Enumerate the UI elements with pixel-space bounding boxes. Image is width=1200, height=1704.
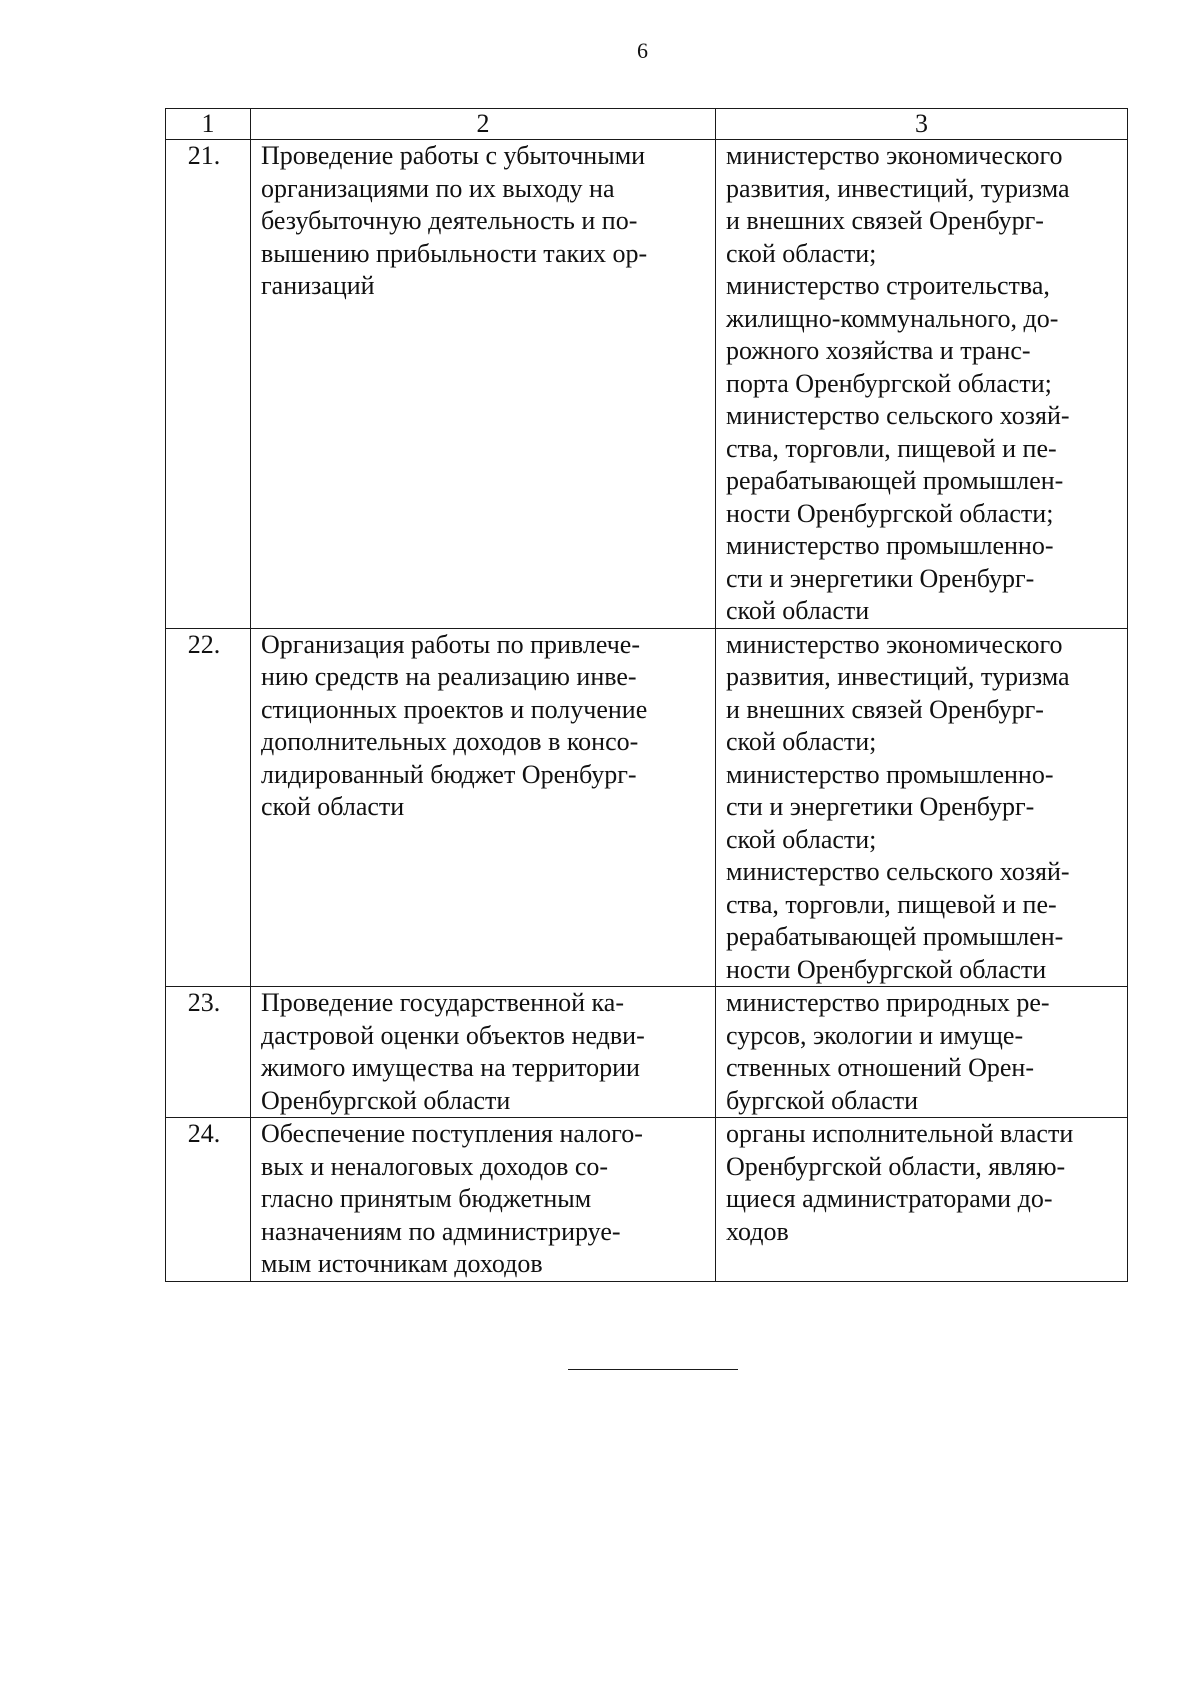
responsible-text-line: ства, торговли, пищевой и пе- [726, 889, 1057, 919]
document-table [165, 108, 1128, 1282]
activity-text-line: Проведение работы с убыточными [261, 141, 646, 170]
activity-text-line: ганизаций [261, 271, 375, 300]
row-number: 24. [166, 1118, 251, 1282]
responsible-text-line: ходов [726, 1216, 789, 1246]
activity-text-line: вышению прибыльности таких ор- [261, 238, 648, 268]
activity-text-line: Оренбургской области [261, 1085, 511, 1115]
responsible-text-line: министерство промышленно- [726, 531, 1054, 560]
activity-text-line: Организация работы по привлече- [261, 629, 640, 659]
column-header-activity: 2 [251, 109, 716, 140]
responsible-text-line: министерство промышленно- [726, 759, 1054, 789]
activity-text-line: гласно принятым бюджетным [261, 1184, 592, 1213]
activity-text-line: назначениям по администрируе- [261, 1216, 621, 1246]
activity-text-line: дастровой оценки объектов недви- [261, 1020, 645, 1050]
table-body [166, 109, 1128, 1282]
responsible-text-line: министерство природных ре- [726, 988, 1050, 1017]
responsible-text-line: ства, торговли, пищевой и пе- [726, 433, 1057, 463]
activity-cell [251, 628, 716, 987]
activity-text-line: вых и неналоговых доходов со- [261, 1151, 609, 1181]
responsible-text-line: рерабатывающей промышлен- [726, 466, 1064, 495]
activity-text-line: безубыточную деятельность и по- [261, 206, 638, 235]
responsible-text-line: ской области [726, 596, 870, 625]
row-number: 21. [166, 140, 251, 629]
responsible-text-line: бургской области [726, 1085, 919, 1115]
responsible-text-line: сти и энергетики Оренбург- [726, 563, 1035, 593]
responsible-text-line: ственных отношений Орен- [726, 1053, 1034, 1082]
responsible-text-line: министерство экономического [726, 141, 1063, 170]
table-header-row [166, 109, 1128, 140]
activity-text-line: жимого имущества на территории [261, 1053, 640, 1082]
responsible-text-line: и внешних связей Оренбург- [726, 694, 1044, 724]
table-row [166, 628, 1128, 987]
responsible-text-line: ской области; [726, 238, 877, 268]
responsible-text-line: и внешних связей Оренбург- [726, 206, 1044, 235]
activity-text-line: мым источникам доходов [261, 1249, 543, 1278]
activity-cell [251, 140, 716, 629]
responsible-text-line: министерство сельского хозяй- [726, 401, 1070, 430]
responsible-text-line: ности Оренбургской области; [726, 498, 1054, 528]
responsible-text-line: щиеся администраторами до- [726, 1184, 1053, 1213]
responsible-text-line: ности Оренбургской области [726, 954, 1047, 984]
activity-text-line: ской области [261, 792, 405, 821]
responsible-text-line: министерство сельского хозяй- [726, 857, 1070, 886]
responsible-cell [716, 140, 1128, 629]
responsible-text-line: порта Оренбургской области; [726, 368, 1052, 398]
activity-text-line: дополнительных доходов в консо- [261, 727, 639, 756]
activity-text-line: Проведение государственной ка- [261, 988, 624, 1017]
responsible-text-line: министерство строительства, [726, 271, 1050, 300]
responsible-text-line: министерство экономического [726, 629, 1063, 659]
table-row [166, 140, 1128, 629]
responsible-text-line: развития, инвестиций, туризма [726, 173, 1070, 203]
table-row [166, 987, 1128, 1118]
responsible-text-line: ской области; [726, 824, 877, 854]
page-number: 6 [637, 38, 648, 63]
activity-text-line: организациями по их выходу на [261, 173, 615, 203]
responsible-text-line: сти и энергетики Оренбург- [726, 792, 1035, 821]
responsible-text-line: развития, инвестиций, туризма [726, 662, 1070, 691]
column-header-responsible: 3 [716, 109, 1128, 140]
responsible-text-line: рожного хозяйства и транс- [726, 336, 1031, 365]
column-header-number: 1 [166, 109, 251, 140]
activity-cell [251, 987, 716, 1118]
row-number: 23. [166, 987, 251, 1118]
responsible-cell [716, 1118, 1128, 1282]
document-table-container [165, 108, 1127, 1282]
activity-text-line: Обеспечение поступления налого- [261, 1119, 643, 1148]
responsible-text-line: ской области; [726, 727, 877, 756]
activity-text-line: нию средств на реализацию инве- [261, 662, 637, 691]
responsible-text-line: органы исполнительной власти [726, 1119, 1074, 1148]
activity-text-line: стиционных проектов и получение [261, 694, 648, 724]
activity-cell [251, 1118, 716, 1282]
end-of-document-rule [568, 1369, 738, 1370]
responsible-text-line: Оренбургской области, являю- [726, 1151, 1066, 1181]
row-number: 22. [166, 628, 251, 987]
responsible-cell [716, 987, 1128, 1118]
activity-text-line: лидированный бюджет Оренбург- [261, 759, 637, 789]
responsible-text-line: сурсов, экологии и имуще- [726, 1020, 1024, 1050]
responsible-text-line: рерабатывающей промышлен- [726, 922, 1064, 951]
table-row [166, 1118, 1128, 1282]
responsible-text-line: жилищно-коммунального, до- [726, 303, 1059, 333]
responsible-cell [716, 628, 1128, 987]
